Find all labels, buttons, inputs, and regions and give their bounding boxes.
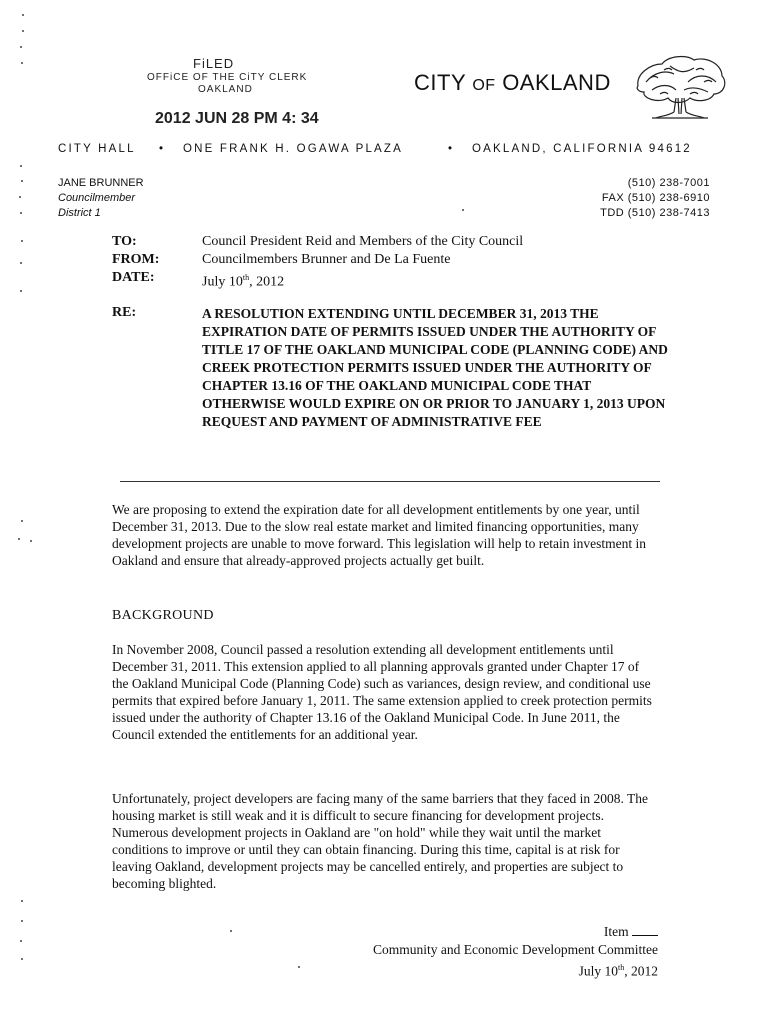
footer-item-blank [632, 923, 658, 936]
scan-speck [20, 212, 22, 214]
phone-number: (510) 238-7001 [627, 177, 710, 189]
footer-committee: Community and Economic Development Committee [373, 942, 658, 957]
page-footer [373, 923, 658, 981]
scan-speck [20, 940, 22, 942]
scan-speck [20, 46, 22, 48]
footer-date [373, 959, 658, 981]
footer-date-prefix: July 10 [578, 963, 619, 979]
scan-speck [20, 165, 22, 167]
tdd-number: TDD (510) 238-7413 [600, 207, 710, 219]
memo-from-label: FROM: [112, 252, 160, 267]
filed-stamp-city: OAKLAND [198, 84, 253, 95]
background-paragraph-2: Unfortunately, project developers are facing many of the same barriers that they faced in 2008. The housing market is still weak and it is difficult to secure financing for development projects. Numerous development projects in Oakland are "on hold" while they wait until the market conditions to improve or until they can obtain financing. During this time, capital is at risk for leaving Oakland, development projects may be cancelled entirely, and properties are subject to becoming blighted. [112, 791, 649, 891]
divider [120, 481, 660, 482]
intro-paragraph: We are proposing to extend the expiration date for all development entitlements by one year, until December 31, 2013. Due to the slow real estate market and limited financing opportunities, many development projects are unable to move forward. This legislation will help to retain investment in Oakland and ensure that already-approved projects actually get built. [112, 502, 646, 568]
memo-header [112, 233, 672, 293]
filed-stamp-office: OFFiCE OF THE CiTY CLERK [147, 72, 308, 83]
address-bullet-1: • [159, 143, 166, 155]
scan-speck [462, 209, 464, 211]
filed-stamp-label: FiLED [193, 56, 235, 71]
fax-number: FAX (510) 238-6910 [601, 192, 710, 204]
memo-date-suffix: , 2012 [249, 274, 285, 290]
address-city-hall: CITY HALL [58, 143, 136, 155]
address-bullet-2: • [448, 143, 455, 155]
letterhead-title [414, 70, 611, 96]
scan-speck [20, 290, 22, 292]
background-paragraph-1: In November 2008, Council passed a resolution extending all development entitlements until December 31, 2011. This extension applied to all planning approvals granted under Chapter 17 of the Oakland Municipal Code (Planning Code) such as variances, design review, and conditional use permits that expired before January 1, 2011. The same extension applied to creek protection permits issued under the authority of Chapter 13.16 of the Oakland Municipal Code. In June 2011, the Council extended the entitlements for an additional year. [112, 642, 652, 742]
scan-speck [21, 520, 23, 522]
letterhead-title-of: OF [472, 77, 496, 94]
footer-item [373, 923, 658, 941]
scan-speck [21, 240, 23, 242]
footer-date-suffix: , 2012 [624, 963, 658, 979]
footer-item-label: Item [603, 924, 629, 939]
scan-speck [21, 62, 23, 64]
filed-stamp-timestamp: 2012 JUN 28 PM 4: 34 [155, 110, 319, 127]
scan-speck [22, 14, 24, 16]
memo-from-value: Councilmembers Brunner and De La Fuente [202, 252, 451, 267]
footer-date-sup: th [618, 963, 625, 972]
scan-speck [230, 930, 232, 932]
memo-date-value [202, 269, 284, 292]
scan-speck [298, 966, 300, 968]
scan-speck [20, 262, 22, 264]
scan-speck [21, 920, 23, 922]
memo-re-label: RE: [112, 305, 137, 320]
scan-speck [18, 538, 20, 540]
memo-to-label: TO: [112, 234, 137, 249]
memo-date-prefix: July 10 [202, 274, 243, 290]
scan-speck [21, 180, 23, 182]
scan-speck [19, 196, 21, 198]
letterhead-title-name: OAKLAND [502, 70, 611, 95]
scan-speck [21, 900, 23, 902]
contact-numbers [600, 176, 710, 221]
address-plaza: ONE FRANK H. OGAWA PLAZA [183, 143, 404, 155]
address-city-state-zip: OAKLAND, CALIFORNIA 94612 [472, 143, 692, 155]
letterhead-title-city: CITY [414, 70, 466, 95]
memo-date-label: DATE: [112, 270, 155, 285]
councilmember-name: JANE BRUNNER [58, 177, 144, 189]
memo-to-value: Council President Reid and Members of the City Council [202, 234, 524, 249]
memo-date-sup: th [242, 273, 250, 282]
councilmember-role: Councilmember [58, 192, 136, 204]
scan-speck [22, 30, 24, 32]
memo-re-text: A RESOLUTION EXTENDING UNTIL DECEMBER 31, 2013 THE EXPIRATION DATE OF PERMITS ISSUED UNDER THE AUTHORITY OF TITLE 17 OF THE OAKLAND MUNICIPAL CODE (PLANNING CODE) AND CREEK PROTECTION PERMITS ISSUED UNDER THE AUTHORITY OF CHAPTER 13.16 OF THE OAKLAND MUNICIPAL CODE THAT OTHERWISE WOULD EXPIRE ON OR PRIOR TO JANUARY 1, 2013 UPON REQUEST AND PAYMENT OF ADMINISTRATIVE FEE [202, 306, 668, 429]
background-heading: BACKGROUND [112, 608, 214, 623]
scan-speck [30, 540, 32, 542]
councilmember-district: District 1 [58, 207, 101, 219]
oak-tree-logo-icon [630, 52, 730, 122]
councilmember-info [58, 176, 144, 221]
scan-speck [21, 958, 23, 960]
